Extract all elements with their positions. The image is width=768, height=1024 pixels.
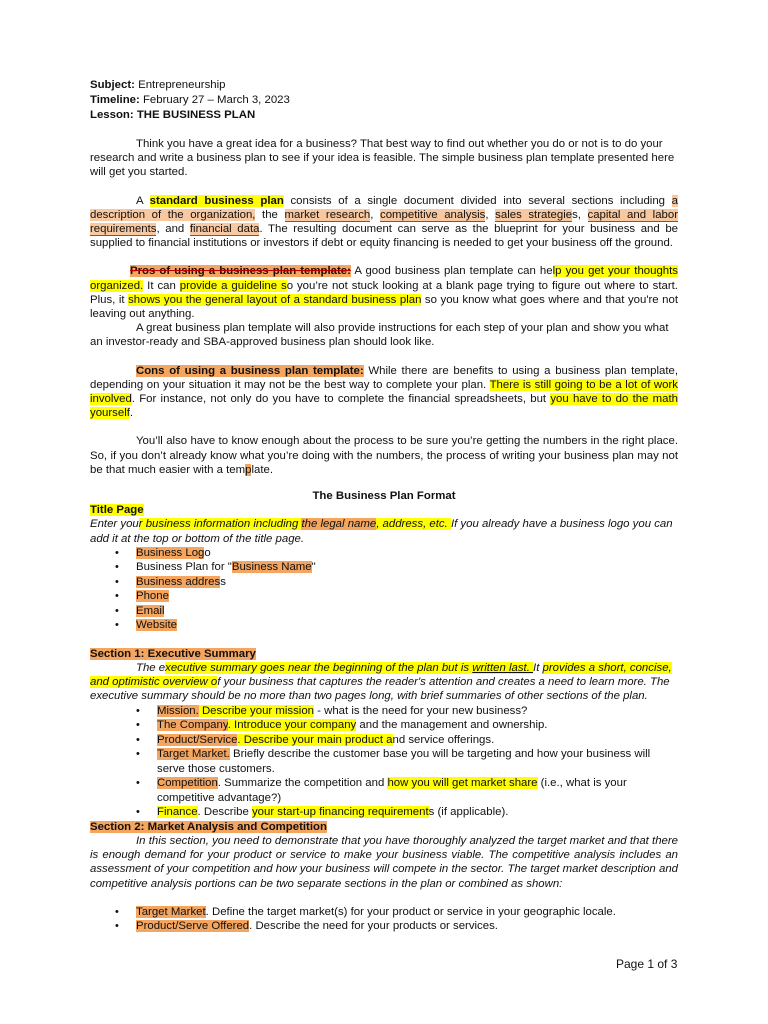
text-run: . Describe the need for your products or services.	[249, 920, 498, 933]
cons-label: Cons of using a business plan template:	[136, 364, 364, 377]
highlight-peach: financial data	[189, 223, 260, 236]
section-1-heading	[90, 647, 678, 661]
highlight-yellow: , address, etc.	[376, 518, 451, 531]
highlight-yellow: standard business plan	[149, 194, 284, 207]
text-run: - what is the need for your new business?	[314, 704, 528, 717]
timeline-line	[90, 93, 678, 108]
highlight-peach: sales strategie	[495, 208, 573, 221]
list-item	[136, 546, 678, 561]
intro-paragraph: Think you have a great idea for a business? That best way to find out whether you do or not is to do your research and write a business plan to see if your idea is feasible. The simple business plan template presented here will get you started.	[90, 138, 675, 179]
highlight-orange: Product/Serve Offered	[136, 920, 250, 933]
list-item	[157, 733, 678, 748]
list-item	[136, 575, 678, 590]
highlight-orange: Mission.	[157, 704, 199, 717]
text-run: ,	[485, 208, 496, 221]
highlight-peach: capital and labor requirements	[90, 208, 678, 236]
highlight-orange: Target Market	[136, 905, 206, 918]
highlight-yellow: Describe your mission	[198, 704, 314, 717]
highlight-orange: Target Market.	[157, 748, 230, 761]
text-run: You’ll also have to know enough about the process to be sure you’re getting the numbers in the right place. So, if you don’t already know what you’re doing with the numbers, the process of writing your business plan may not be that much easier with a tem	[90, 435, 678, 476]
cons-paragraph	[90, 364, 678, 421]
text-run: ,	[370, 208, 381, 221]
format-title: The Business Plan Format	[312, 490, 456, 503]
highlight-yellow: written last.	[472, 662, 534, 675]
highlight-yellow: your start-up financing requirement	[251, 806, 429, 819]
list-item	[157, 776, 678, 805]
highlight-orange: Business addres	[136, 575, 221, 588]
highlight-orange: Competition	[157, 777, 218, 790]
text-run: . The resulting document can serve as the blueprint for your business and be supplied to financial institutions or investors if debt or equity financing is needed to get your business off the ground.	[90, 223, 678, 250]
executive-summary-list	[90, 704, 678, 820]
text-run: A	[136, 194, 150, 207]
text-run: so you know what goes where and that you're not leaving out anything.	[90, 293, 678, 321]
pros-paragraph	[90, 264, 678, 321]
text-run: A good business plan template can he	[350, 265, 553, 278]
subject-value: Entrepreneurship	[134, 79, 226, 91]
title-page-heading	[90, 503, 678, 517]
heading-text: Section 2: Market Analysis and Competition	[90, 820, 327, 833]
highlight-orange: The Company	[157, 719, 228, 732]
document-page	[90, 78, 678, 934]
list-item	[157, 718, 678, 733]
pros-label: Pros of using a business plan template:	[130, 265, 351, 278]
highlight-orange: Website	[136, 619, 177, 632]
text-run: s (if applicable).	[428, 806, 509, 819]
market-analysis-list	[90, 905, 678, 934]
highlight-peach: competitive analysis	[380, 208, 486, 221]
text-run: . Describe	[197, 806, 252, 819]
text-run: the	[255, 208, 285, 221]
text-run: Briefly describe the customer base you will be targeting and how your business will serve those customers.	[157, 748, 651, 775]
text-run: (i.e., what is your competitive advantage?)	[157, 777, 627, 804]
list-item	[136, 905, 678, 920]
highlight-yellow: . Describe your main product a	[237, 733, 393, 746]
text-run: , and	[156, 223, 190, 236]
text-run: While there are benefits to using a business plan template, depending on your situation it may not be the best way to complete your plan.	[90, 364, 678, 391]
heading-text: Title Page	[90, 504, 144, 517]
text-run: late.	[251, 463, 273, 476]
text-run: Enter you	[90, 518, 139, 531]
highlight-yellow: lp you get your thoughts organized.	[90, 265, 678, 292]
highlight-yellow: shows you the general layout of a standard business plan	[128, 293, 422, 306]
list-item	[136, 919, 678, 934]
highlight-orange: Business Name	[231, 561, 312, 574]
list-item	[136, 560, 678, 575]
title-page-description	[90, 517, 678, 545]
timeline-value: February 27 – March 3, 2023	[139, 94, 290, 106]
section-2-description: In this section, you need to demonstrate that you have thoroughly analyzed the target market and that there is enough demand for your product or service to make your business viable. The competitive analysis includes an assessment of your competition and how your business will compete in the sector. The target market description and competitive analysis portions can be two separate sections in the plan or combined as shown:	[90, 834, 678, 890]
lesson-label: Lesson:	[90, 109, 134, 121]
list-item	[136, 589, 678, 604]
text-run: f your business that captures the reader's attention and creates a need to learn more. The executive summary should be no more than two pages long, with brief summaries of other sections of the plan.	[90, 676, 670, 703]
text-run: nd service offerings.	[392, 733, 495, 746]
text-run: s,	[572, 208, 588, 221]
numbers-paragraph	[90, 434, 678, 477]
list-item	[136, 618, 678, 633]
text-run: The e	[136, 662, 166, 675]
highlight-yellow: xecutive summary goes near the beginning of the plan but is	[165, 662, 473, 675]
text-run: s	[220, 575, 226, 588]
text-run: Business Plan for "	[136, 561, 232, 574]
highlight-peach: market research	[284, 208, 371, 221]
highlight-yellow: . Introduce your company	[227, 719, 357, 732]
highlight-yellow: r business information including	[138, 518, 302, 531]
highlight-orange: Product/Service	[157, 733, 238, 746]
text-run: .	[129, 407, 134, 420]
timeline-label: Timeline:	[90, 94, 140, 106]
list-item	[157, 704, 678, 719]
text-run: o	[204, 546, 211, 559]
text-run: and the management and ownership.	[356, 719, 548, 732]
highlight-orange: Business Log	[136, 546, 205, 559]
highlight-yellow: provide a guideline s	[179, 279, 287, 292]
highlight-orange: the legal name	[301, 518, 377, 531]
list-item	[157, 747, 678, 776]
highlight-yellow: provides a short, concise, and optimistic overview o	[90, 662, 672, 689]
highlight-orange: Email	[136, 604, 165, 617]
highlight-orange: Phone	[136, 590, 169, 603]
highlight-orange: p	[245, 463, 252, 476]
highlight-yellow: There is still going to be a lot of work involved	[90, 378, 678, 406]
highlight-yellow: you have to do the math yourself	[90, 393, 678, 420]
text-run: It	[533, 662, 543, 675]
section-1-description	[90, 661, 678, 704]
lesson-line	[90, 108, 678, 123]
text-run: . Define the target market(s) for your product or service in your geographic locale.	[205, 905, 616, 918]
subject-line	[90, 78, 678, 93]
heading-text: Section 1: Executive Summary	[90, 647, 256, 660]
list-item	[136, 604, 678, 619]
page-number: Page 1 of 3	[616, 957, 678, 971]
highlight-peach: a description of the organization,	[90, 194, 678, 221]
section-2-heading	[90, 820, 678, 834]
highlight-yellow: Finance	[157, 806, 198, 819]
list-item	[157, 805, 678, 820]
highlight-yellow: how you will get market share	[387, 777, 538, 790]
lesson-value: THE BUSINESS PLAN	[133, 109, 256, 121]
text-run: . Summarize the competition and	[217, 777, 388, 790]
text-run: o you’re not stuck looking at a blank page trying to figure out where to start. Plus, it	[90, 279, 678, 306]
title-page-list	[90, 546, 678, 633]
text-run: consists of a single document divided into several sections including	[283, 194, 672, 207]
subject-label: Subject:	[90, 79, 135, 91]
text-run: If you already have a business logo you can add it at the top or bottom of the title page.	[90, 518, 673, 545]
text-run: . For instance, not only do you have to complete the financial spreadsheets, but	[131, 393, 551, 406]
pros-paragraph-2: A great business plan template will also provide instructions for each step of your plan and show you what an investor-ready and SBA-approved business plan should look like.	[90, 322, 669, 349]
document-header	[90, 78, 678, 123]
standard-plan-paragraph	[90, 194, 678, 251]
text-run: It can	[143, 279, 180, 292]
text-run: "	[311, 561, 316, 574]
